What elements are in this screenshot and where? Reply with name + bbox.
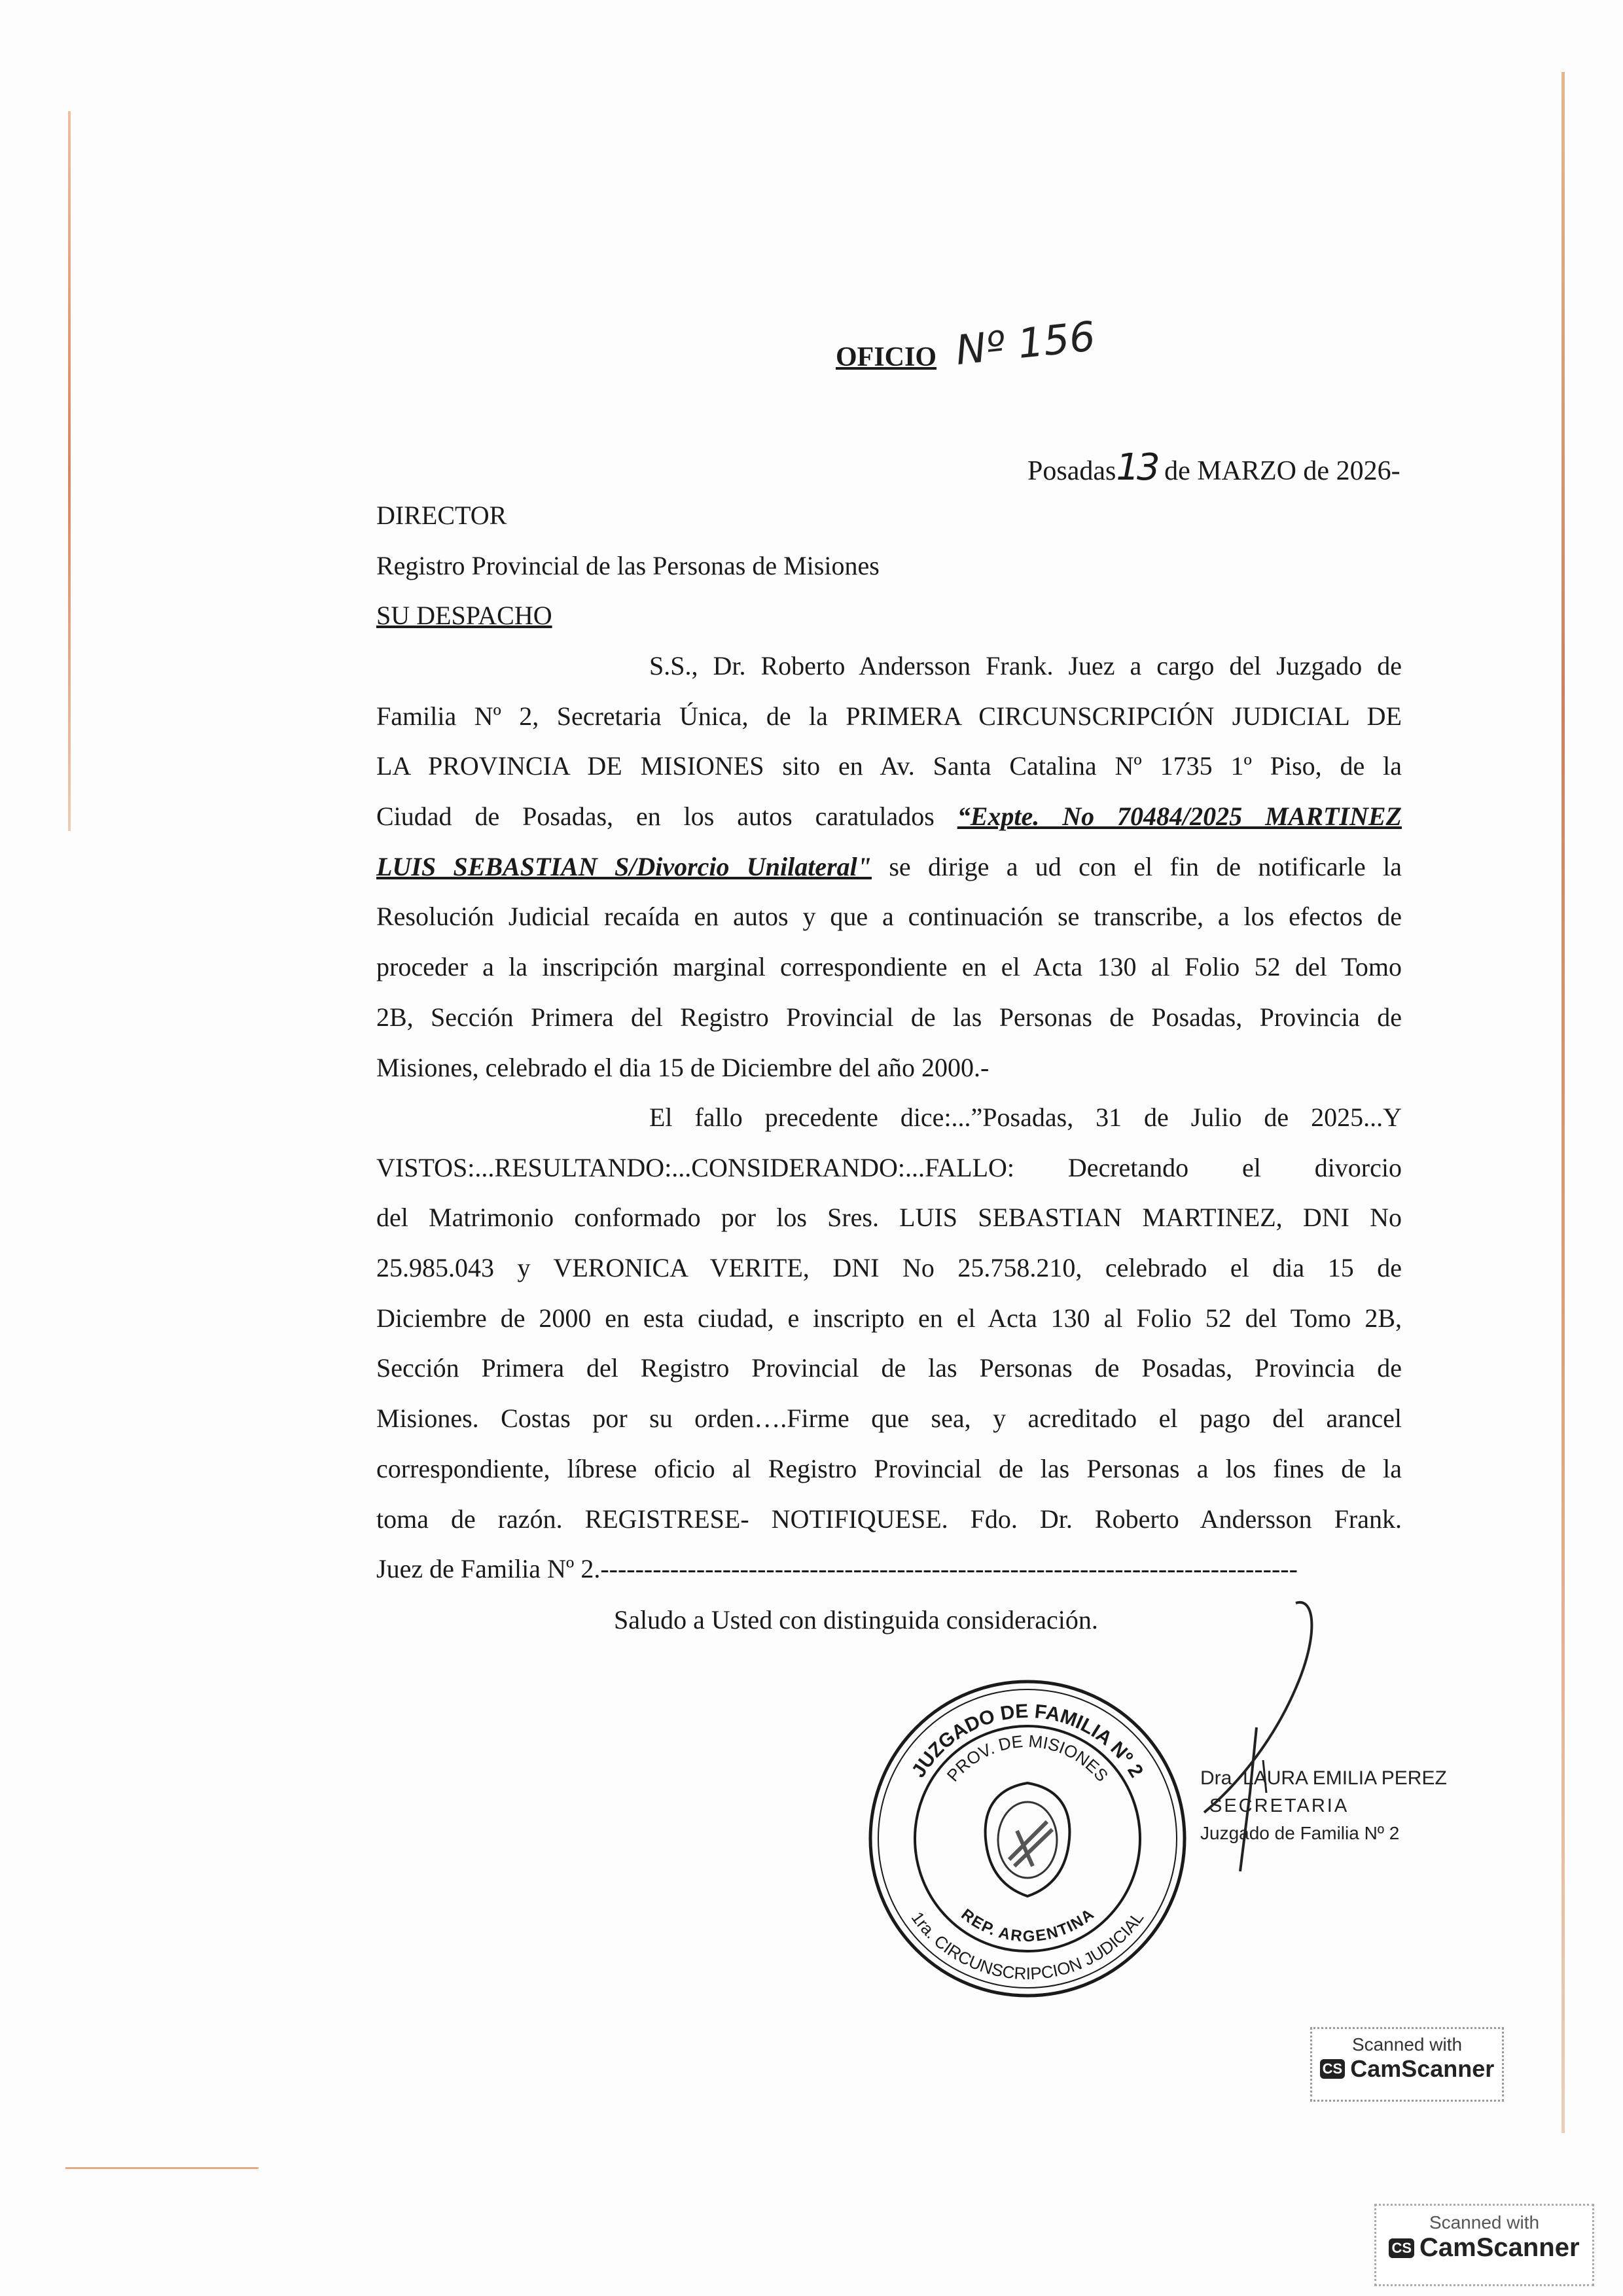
handwritten-day: 13 [1116,446,1158,489]
court-seal-stamp [864,1675,1191,2002]
camscanner-logo-icon: CS [1320,2059,1346,2079]
document-date [1027,446,1400,489]
text-line [376,792,1402,842]
date-prefix: Posadas [1027,456,1116,486]
seal-outer-bottom-text: 1ra. CIRCUNSCRIPCION JUDICIAL [907,1908,1148,1984]
text-line: Familia Nº 2, Secretaria Única, de la PRIMERA CIRCUNSCRIPCIÓN JUDICIAL DE [376,701,1402,731]
handwritten-oficio-number: Nº 156 [953,312,1097,374]
camscanner-logo-icon: CS [1389,2238,1414,2258]
scan-edge-bottom [65,2167,259,2169]
text-line: El fallo precedente dice:...”Posadas, 31 de Julio de 2025...Y [649,1103,1402,1132]
text-line: Sección Primera del Registro Provincial de las Personas de Posadas, Provincia de [376,1353,1402,1383]
addressee-title: DIRECTOR [376,501,507,530]
text-line: del Matrimonio conformado por los Sres. LUIS SEBASTIAN MARTINEZ, DNI No [376,1203,1402,1233]
text-line [376,842,1402,892]
watermark-brand [1312,2055,1502,2083]
text-line: toma de razón. REGISTRESE- NOTIFIQUESE. Fdo. Dr. Roberto Andersson Frank. [376,1504,1402,1534]
watermark-brand-text: CamScanner [1419,2233,1580,2262]
body-paragraph-1 [376,641,1402,1093]
handwritten-signature [1165,1597,1348,1911]
secretary-role: SECRETARIA [1209,1795,1349,1816]
seal-inner-bottom-text: REP. ARGENTINA [957,1905,1097,1945]
case-reference: “Expte. No 70484/2025 MARTINEZ [957,802,1402,832]
scan-edge-right [1561,72,1565,2133]
watermark-brand-text: CamScanner [1350,2055,1495,2082]
text-line: Misiones, celebrado el dia 15 de Diciembre del año 2000.- [376,1052,990,1082]
text-line: 2B, Sección Primera del Registro Provincial de las Personas de Posadas, Provincia de [376,1002,1402,1032]
text-line: proceder a la inscripción marginal correspondiente en el Acta 130 al Folio 52 del Tomo [376,952,1402,982]
closing-salutation: Saludo a Usted con distinguida consideración. [614,1605,1098,1634]
coat-of-arms-icon [986,1783,1070,1896]
text-line: LA PROVINCIA DE MISIONES sito en Av. Santa Catalina Nº 1735 1º Piso, de la [376,751,1402,781]
text-line: S.S., Dr. Roberto Andersson Frank. Juez a cargo del Juzgado de [649,651,1402,680]
seal-outer-top-text: JUZGADO DE FAMILIA Nº 2 [907,1700,1148,1782]
watermark-caption: Scanned with [1429,2212,1540,2233]
document-title: OFICIO [836,342,937,372]
secretary-office: Juzgado de Familia Nº 2 [1200,1823,1400,1843]
addressee-despacho: SU DESPACHO [376,601,552,630]
body-paragraph-2 [376,1093,1402,1595]
text-line: VISTOS:...RESULTANDO:...CONSIDERANDO:...FALLO: Decretando el divorcio [376,1152,1402,1182]
watermark-caption: Scanned with [1351,2034,1463,2055]
text-line: 25.985.043 y VERONICA VERITE, DNI No 25.758.210, celebrado el dia 15 de [376,1253,1402,1283]
scan-edge-left [68,111,71,831]
text-line: Misiones. Costas por su orden….Firme que sea, y acreditado el pago del arancel [376,1404,1402,1434]
seal-inner-top-text: PROV. DE MISIONES [942,1731,1113,1786]
watermark-brand [1376,2233,1592,2263]
text-line: Resolución Judicial recaída en autos y que a continuación se transcribe, a los efectos de [376,902,1402,932]
addressee-office: Registro Provincial de las Personas de Misiones [376,551,880,580]
secretary-name: Dra. LAURA EMILIA PEREZ [1200,1767,1447,1789]
case-reference: LUIS SEBASTIAN S/Divorcio Unilateral" [376,851,872,881]
text-line: Juez de Familia Nº 2.-------------------------------------------------------------------------------- [376,1554,1298,1584]
text-line: Diciembre de 2000 en esta ciudad, e inscripto en el Acta 130 al Folio 52 del Tomo 2B, [376,1303,1402,1333]
camscanner-watermark-inner [1310,2027,1504,2102]
text-line: correspondiente, líbrese oficio al Registro Provincial de las Personas a los fines de la [376,1453,1402,1483]
camscanner-watermark [1374,2204,1594,2286]
date-suffix: de MARZO de 2026- [1164,456,1400,486]
text-segment: se dirige a ud con el fin de notificarle la [871,851,1402,881]
svg-text:PROV. DE MISIONES [943,1731,1113,1786]
text-segment: Ciudad de Posadas, en los autos caratulados [376,802,957,832]
